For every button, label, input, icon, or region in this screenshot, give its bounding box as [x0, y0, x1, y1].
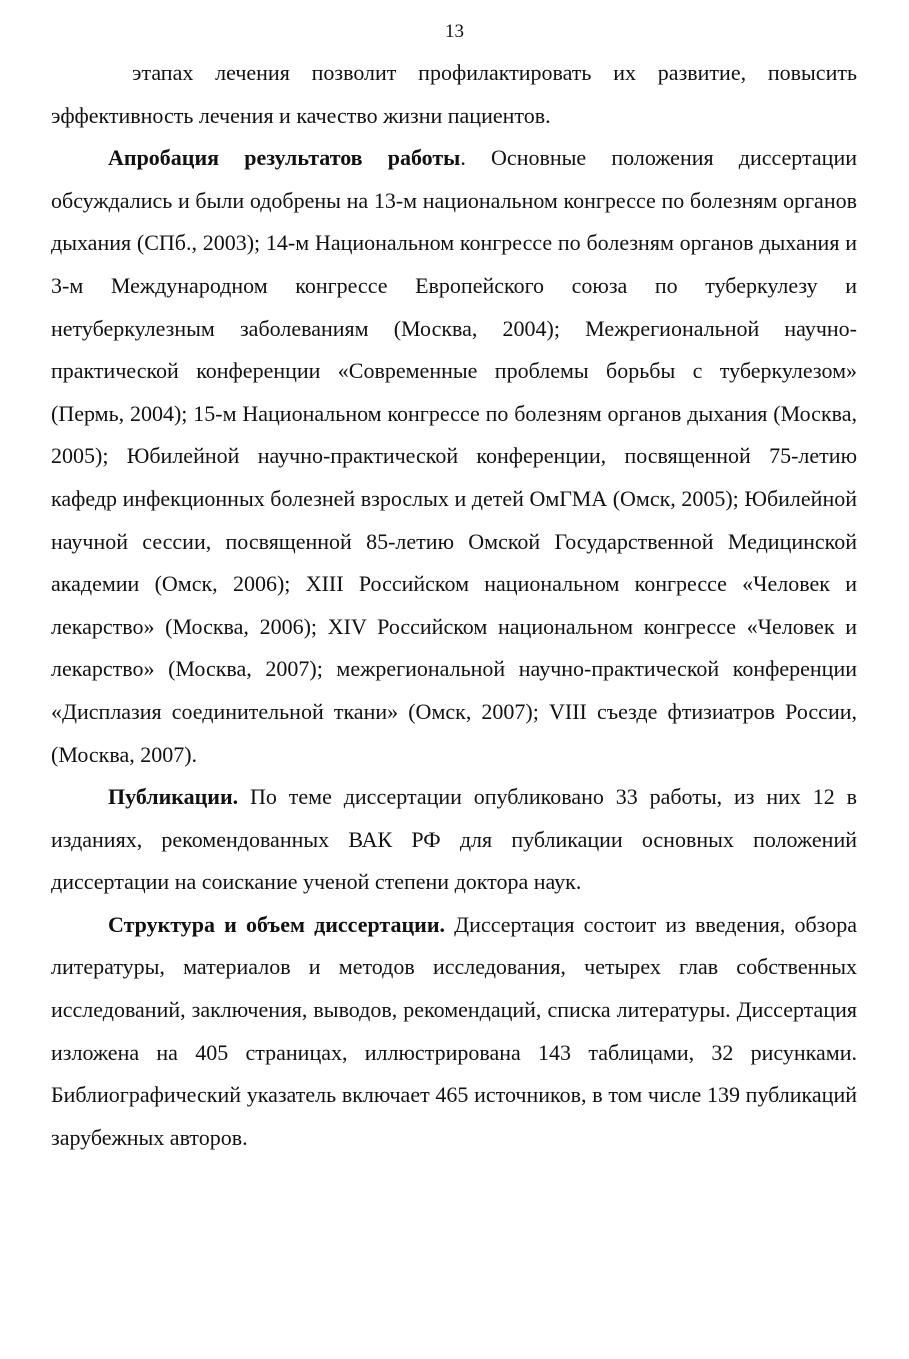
paragraph-text: этапах лечения позволит профилактировать их развитие, повысить эффективность лечения и качество жизни пациентов.	[51, 60, 857, 128]
paragraph-text: Диссертация состоит из введения, обзора литературы, материалов и методов исследования, четырех глав собственных исследований, заключения, выводов, рекомендаций, списка литературы. Диссертация изложена на 405 страницах, иллюстрирована 143 таблицами, 32 рисунками. Библиографический указатель включает 465 источников, в том числе 139 публикаций зарубежных авторов.	[51, 911, 858, 1150]
paragraph-heading: Структура и объем диссертации.	[108, 911, 446, 937]
body-text	[51, 52, 857, 1159]
paragraph-text: . Основные положения диссертации обсуждались и были одобрены на 13-м национальном конгрессе по болезням органов дыхания (СПб., 2003); 14-м Национальном конгрессе по болезням органов дыхания и 3-м Международном конгрессе Европейского союза по туберкулезу и нетуберкулезным заболеваниям (Москва, 2004); Межрегиональной научно-практической конференции «Современные проблемы борьбы с туберкулезом» (Пермь, 2004); 15-м Национальном конгрессе по болезням органов дыхания (Москва, 2005); Юбилейной научно-практической конференции, посвященной 75-летию кафедр инфекционных болезней взрослых и детей ОмГМА (Омск, 2005); Юбилейной научной сессии, посвященной 85-летию Омской Государственной Медицинской академии (Омск, 2006); XIII Российском национальном конгрессе «Человек и лекарство» (Москва, 2006); XIV Российском национальном конгрессе «Человек и лекарство» (Москва, 2007); межрегиональной научно-практической конференции «Дисплазия соединительной ткани» (Омск, 2007); VIII съезде фтизиатров России, (Москва, 2007).	[51, 145, 857, 767]
paragraph-text: По теме диссертации опубликовано 33 работы, из них 12 в изданиях, рекомендованных ВАК РФ для публикации основных положений диссертации на соискание ученой степени доктора наук.	[51, 784, 857, 895]
paragraph-publications	[51, 776, 857, 904]
paragraph-approbation	[51, 137, 857, 776]
paragraph-continuation	[51, 52, 857, 137]
page-number: 13	[445, 21, 464, 42]
paragraph-heading: Публикации.	[108, 784, 239, 810]
paragraph-heading: Апробация результатов работы	[108, 145, 461, 171]
paragraph-structure	[51, 904, 857, 1160]
